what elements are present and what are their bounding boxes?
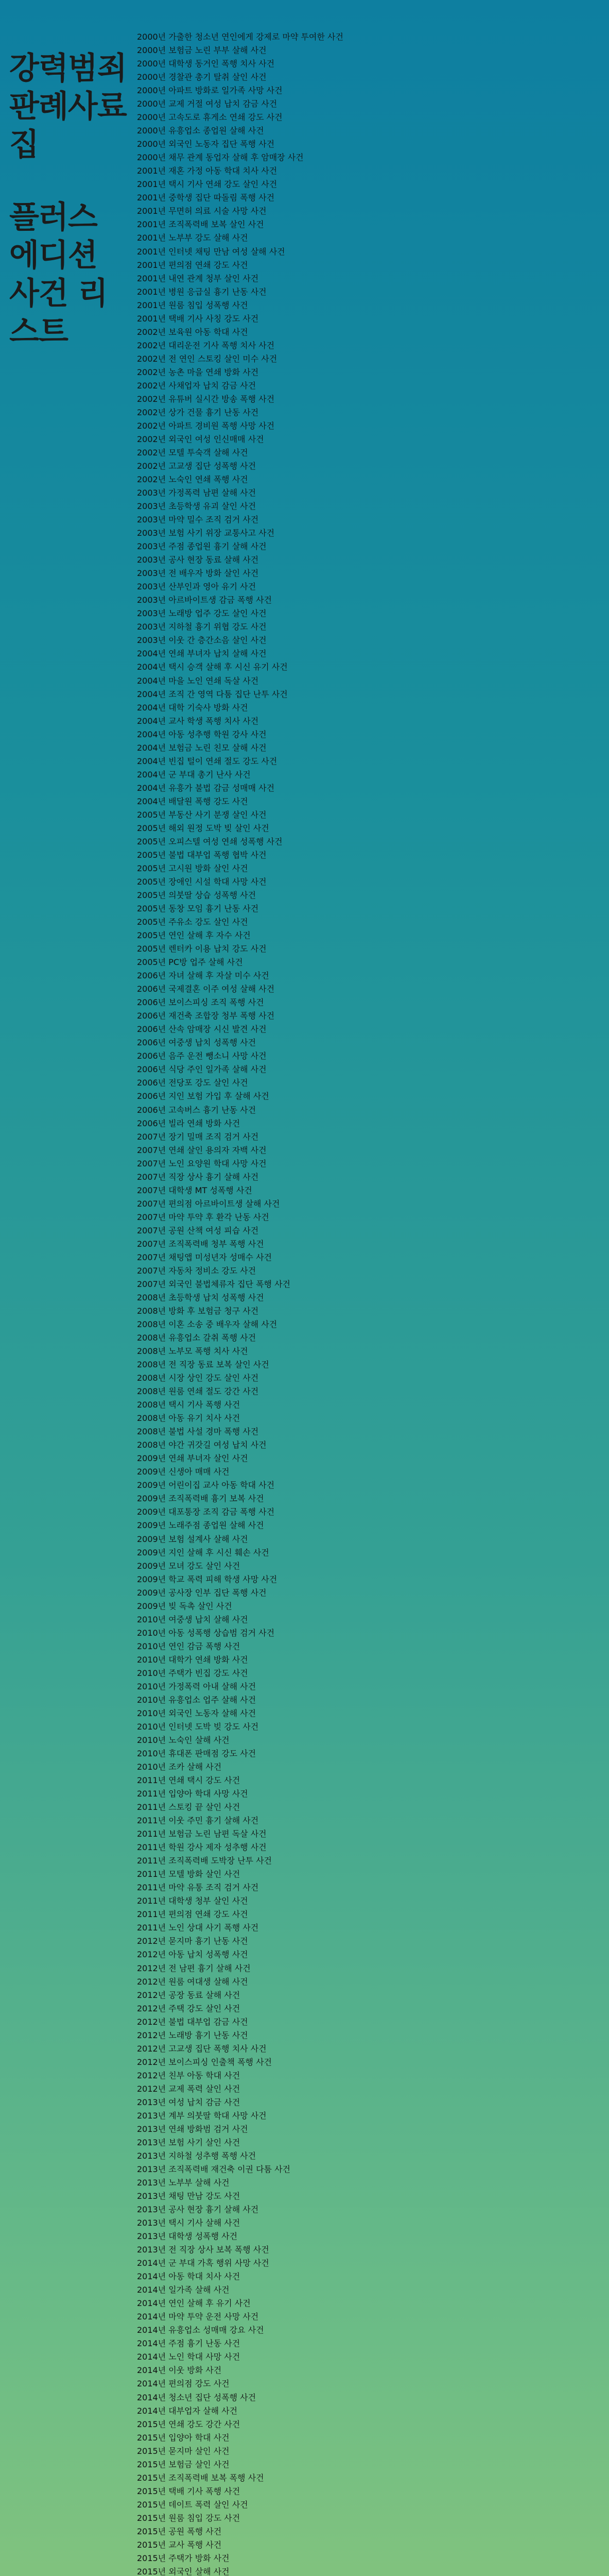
case-list-item: 2015년 묻지마 살인 사건	[137, 2446, 230, 2456]
case-list-item: 2013년 채팅 만남 강도 사건	[137, 2191, 240, 2201]
case-list-item: 2013년 노부부 살해 사건	[137, 2178, 230, 2188]
case-list-item: 2014년 청소년 집단 성폭행 사건	[137, 2392, 256, 2402]
book-title-line-1: 강력범죄	[9, 50, 127, 87]
case-list-item: 2002년 외국인 여성 인신매매 사건	[137, 434, 264, 444]
case-list-item: 2015년 외국인 살해 사건	[137, 2566, 230, 2576]
case-list-item: 2013년 지하철 성추행 폭행 사건	[137, 2150, 256, 2161]
case-list-item: 2009년 학교 폭력 피해 학생 사망 사건	[137, 1574, 277, 1584]
case-list-item: 2013년 보험 사기 살인 사건	[137, 2137, 240, 2147]
case-list-item: 2009년 어린이집 교사 아동 학대 사건	[137, 1480, 275, 1490]
case-list-item: 2002년 고교생 집단 성폭행 사건	[137, 461, 256, 471]
case-list-item: 2012년 아동 납치 성폭행 사건	[137, 1950, 248, 1960]
case-list-item: 2003년 주점 종업원 흉기 살해 사건	[137, 541, 267, 552]
case-list-item: 2010년 외국인 노동자 살해 사건	[137, 1708, 256, 1718]
case-list-item: 2007년 장기 밀매 조직 검거 사건	[137, 1131, 259, 1142]
case-list-item: 2006년 국제결혼 이주 여성 살해 사건	[137, 984, 275, 994]
case-list-item: 2008년 유흥업소 갈취 폭행 사건	[137, 1333, 256, 1343]
case-list-item: 2004년 보험금 노린 친모 살해 사건	[137, 742, 267, 753]
case-list-item: 2003년 아르바이트생 감금 폭행 사건	[137, 595, 272, 605]
case-list-item: 2000년 보험금 노린 부부 살해 사건	[137, 45, 267, 56]
case-list-item: 2002년 대리운전 기사 폭행 치사 사건	[137, 340, 275, 350]
case-list-item: 2015년 교사 폭행 사건	[137, 2539, 222, 2550]
case-list-item: 2010년 노숙인 살해 사건	[137, 1735, 230, 1745]
case-list-item: 2005년 연인 살해 후 자수 사건	[137, 930, 251, 941]
case-list-item: 2008년 택시 기사 폭행 사건	[137, 1400, 240, 1410]
book-subtitle-line-1: 플러스 에디션	[9, 199, 97, 274]
case-list-item: 2001년 내연 관계 청부 살인 사건	[137, 273, 259, 283]
case-list-item: 2000년 가출한 청소년 연인에게 강제로 마약 투여한 사건	[137, 32, 343, 42]
case-list-item: 2006년 지인 보험 가입 후 살해 사건	[137, 1091, 269, 1101]
case-list-item: 2008년 이혼 소송 중 배우자 살해 사건	[137, 1319, 277, 1329]
case-list-item: 2011년 학원 강사 제자 성추행 사건	[137, 1842, 267, 1853]
case-list-item: 2005년 해외 원정 도박 빚 살인 사건	[137, 823, 269, 833]
case-list-item: 2005년 장애인 시설 학대 사망 사건	[137, 876, 267, 887]
case-list-item: 2004년 배달원 폭행 강도 사건	[137, 796, 248, 806]
case-list-item: 2013년 연쇄 방화범 검거 사건	[137, 2124, 248, 2134]
case-list-item: 2004년 군 부대 총기 난사 사건	[137, 769, 251, 779]
case-list-item: 2012년 원룸 여대생 살해 사건	[137, 1976, 248, 1987]
case-list-item: 2007년 공원 산책 여성 피습 사건	[137, 1225, 259, 1235]
case-list-item: 2015년 보험금 살인 사건	[137, 2459, 230, 2469]
case-list-item: 2014년 일가족 살해 사건	[137, 2285, 230, 2295]
case-list-item: 2014년 이웃 방화 사건	[137, 2365, 222, 2376]
case-list-item: 2001년 노부부 강도 살해 사건	[137, 233, 248, 243]
case-list-item: 2010년 주택가 빈집 강도 사건	[137, 1668, 248, 1678]
case-list-item: 2007년 편의점 아르바이트생 살해 사건	[137, 1198, 280, 1209]
case-list-item: 2001년 인터넷 채팅 만남 여성 살해 사건	[137, 246, 285, 257]
case-list-item: 2009년 신생아 매매 사건	[137, 1467, 230, 1477]
case-list-item: 2012년 친부 아동 학대 사건	[137, 2070, 240, 2080]
case-list-item: 2013년 택시 기사 살해 사건	[137, 2218, 240, 2228]
case-list-item: 2005년 렌터카 이용 납치 강도 사건	[137, 944, 267, 954]
case-list-item: 2012년 주택 강도 살인 사건	[137, 2003, 240, 2013]
case-list-item: 2005년 PC방 업주 살해 사건	[137, 957, 243, 968]
case-list-item: 2005년 주유소 강도 살인 사건	[137, 917, 248, 927]
case-list-item: 2012년 전 남편 흉기 살해 사건	[137, 1963, 251, 1973]
case-list-item: 2006년 산속 암매장 시신 발견 사건	[137, 1024, 267, 1035]
case-list-item: 2011년 편의점 연쇄 강도 사건	[137, 1909, 248, 1920]
case-list-item: 2014년 유흥업소 성매매 강요 사건	[137, 2325, 264, 2335]
case-list-item: 2010년 휴대폰 판매점 강도 사건	[137, 1749, 256, 1758]
case-list-item: 2003년 산부인과 영아 유기 사건	[137, 582, 256, 592]
case-list-item: 2009년 노래주점 종업원 살해 사건	[137, 1520, 264, 1531]
case-list-item: 2006년 전당포 강도 살인 사건	[137, 1078, 248, 1088]
case-list-item: 2007년 채팅앱 미성년자 성매수 사건	[137, 1252, 272, 1262]
case-list-item: 2008년 야간 귀갓길 여성 납치 사건	[137, 1440, 267, 1450]
case-list-item: 2000년 고속도로 휴게소 연쇄 강도 사건	[137, 112, 283, 123]
case-list-item: 2005년 의붓딸 상습 성폭행 사건	[137, 890, 256, 900]
case-list	[137, 32, 600, 2576]
case-list-item: 2006년 빌라 연쇄 방화 사건	[137, 1118, 240, 1128]
case-list-item: 2003년 노래방 업주 강도 살인 사건	[137, 608, 267, 619]
case-list-item: 2011년 입양아 학대 사망 사건	[137, 1789, 248, 1799]
case-list-item: 2004년 빈집 털이 연쇄 절도 강도 사건	[137, 756, 277, 766]
case-list-item: 2002년 보육원 아동 학대 사건	[137, 327, 248, 337]
case-list-item: 2004년 아동 성추행 학원 강사 사건	[137, 729, 267, 739]
case-list-item: 2003년 공사 현장 동료 살해 사건	[137, 555, 259, 565]
case-list-item: 2014년 대부업자 살해 사건	[137, 2405, 238, 2416]
case-list-item: 2014년 군 부대 가혹 행위 사망 사건	[137, 2258, 269, 2268]
case-list-item: 2014년 연인 살해 후 유기 사건	[137, 2298, 251, 2309]
case-list-item: 2002년 사채업자 납치 감금 사건	[137, 380, 256, 391]
case-list-item: 2012년 교제 폭력 살인 사건	[137, 2083, 240, 2094]
case-list-item: 2012년 불법 대부업 감금 사건	[137, 2016, 248, 2027]
case-list-item: 2012년 고교생 집단 폭행 치사 사건	[137, 2043, 267, 2054]
case-list-item: 2005년 오피스텔 여성 연쇄 성폭행 사건	[137, 836, 283, 846]
case-list-item: 2015년 조직폭력배 보복 폭행 사건	[137, 2472, 264, 2483]
case-list-item: 2015년 공원 폭행 사건	[137, 2526, 222, 2536]
case-list-item: 2000년 유흥업소 종업원 살해 사건	[137, 126, 264, 136]
case-list-item: 2006년 재건축 조합장 청부 폭행 사건	[137, 1011, 275, 1021]
case-list-item: 2011년 노인 상대 사기 폭행 사건	[137, 1923, 259, 1933]
case-list-item: 2012년 공장 동료 살해 사건	[137, 1990, 240, 2000]
case-list-item: 2001년 무면허 의료 시술 사망 사건	[137, 206, 267, 216]
case-list-item: 2001년 택배 기사 사칭 강도 사건	[137, 313, 259, 324]
case-list-item: 2008년 원룸 연쇄 절도 강간 사건	[137, 1386, 259, 1397]
case-list-item: 2007년 외국인 불법체류자 집단 폭행 사건	[137, 1279, 290, 1289]
case-list-item: 2011년 모텔 방화 살인 사건	[137, 1869, 240, 1879]
case-list-item: 2015년 원룸 침입 강도 사건	[137, 2513, 240, 2523]
case-list-item: 2012년 보이스피싱 인출책 폭행 사건	[137, 2057, 272, 2067]
case-list-item: 2013년 조직폭력배 재건축 이권 다툼 사건	[137, 2164, 290, 2174]
case-list-item: 2003년 전 배우자 방화 살인 사건	[137, 568, 259, 579]
case-list-item: 2000년 외국인 노동자 집단 폭행 사건	[137, 139, 275, 149]
case-list-item: 2006년 여중생 납치 성폭행 사건	[137, 1038, 256, 1048]
case-list-item: 2014년 편의점 강도 사건	[137, 2379, 230, 2389]
case-list-item: 2014년 주점 흉기 난동 사건	[137, 2338, 240, 2349]
case-list-item: 2001년 조직폭력배 보복 살인 사건	[137, 219, 264, 230]
case-list-item: 2010년 조카 살해 사건	[137, 1762, 222, 1772]
case-list-item: 2014년 아동 학대 치사 사건	[137, 2272, 240, 2282]
case-list-item: 2013년 대학생 성폭행 사건	[137, 2231, 238, 2242]
case-list-item: 2007년 마약 투약 후 환각 난동 사건	[137, 1212, 269, 1222]
case-list-item: 2008년 초등학생 납치 성폭행 사건	[137, 1292, 264, 1302]
case-list-item: 2015년 주택가 방화 사건	[137, 2553, 230, 2563]
case-list-item: 2008년 불법 사설 경마 폭행 사건	[137, 1427, 259, 1437]
case-list-item: 2009년 모녀 강도 살인 사건	[137, 1561, 240, 1571]
case-list-item: 2007년 자동차 정비소 강도 사건	[137, 1265, 256, 1276]
case-list-item: 2004년 마을 노인 연쇄 독살 사건	[137, 675, 259, 686]
case-list-item: 2011년 대학생 청부 살인 사건	[137, 1896, 248, 1906]
case-list-item: 2001년 원룸 침입 성폭행 사건	[137, 300, 248, 310]
case-list-item: 2011년 스토킹 끝 살인 사건	[137, 1802, 240, 1812]
case-list-item: 2011년 마약 유통 조직 검거 사건	[137, 1883, 259, 1893]
case-list-item: 2006년 식당 주인 일가족 살해 사건	[137, 1064, 267, 1075]
case-list-item: 2008년 노부모 폭행 치사 사건	[137, 1346, 248, 1357]
case-list-item: 2009년 대포통장 조직 감금 폭행 사건	[137, 1507, 275, 1517]
case-list-item: 2003년 보험 사기 위장 교통사고 사건	[137, 528, 275, 538]
case-list-item: 2009년 조직폭력배 흉기 보복 사건	[137, 1494, 264, 1504]
case-list-item: 2004년 대학 기숙사 방화 사건	[137, 702, 248, 713]
case-list-item: 2002년 유튜버 실시간 방송 폭행 사건	[137, 394, 275, 404]
case-list-item: 2007년 조직폭력배 청부 폭행 사건	[137, 1239, 264, 1249]
case-list-item: 2009년 지인 살해 후 시신 훼손 사건	[137, 1547, 269, 1557]
case-list-item: 2010년 연인 감금 폭행 사건	[137, 1641, 240, 1651]
case-list-item: 2006년 보이스피싱 조직 폭행 사건	[137, 997, 264, 1008]
case-list-item: 2005년 불법 대부업 폭행 협박 사건	[137, 850, 267, 860]
case-list-item: 2015년 택배 기사 폭행 사건	[137, 2486, 240, 2496]
case-list-item: 2006년 자녀 살해 후 자살 미수 사건	[137, 971, 269, 981]
case-list-item: 2004년 유흥가 불법 감금 성매매 사건	[137, 783, 275, 793]
case-list-item: 2010년 유흥업소 업주 살해 사건	[137, 1694, 256, 1705]
case-list-item: 2011년 보험금 노린 남편 독살 사건	[137, 1829, 267, 1839]
case-list-item: 2012년 묻지마 흉기 난동 사건	[137, 1936, 248, 1946]
case-list-item: 2008년 방화 후 보험금 청구 사건	[137, 1306, 259, 1316]
case-list-item: 2000년 아파트 방화로 일가족 사망 사건	[137, 86, 283, 96]
case-list-item: 2002년 노숙인 연쇄 폭행 사건	[137, 474, 248, 485]
case-list-item: 2007년 연쇄 살인 용의자 자백 사건	[137, 1145, 267, 1155]
case-list-item: 2006년 고속버스 흉기 난동 사건	[137, 1105, 256, 1115]
case-list-item: 2001년 택시 기사 연쇄 강도 살인 사건	[137, 179, 277, 190]
case-list-item: 2010년 여중생 납치 살해 사건	[137, 1614, 248, 1624]
case-list-item: 2013년 계부 의붓딸 학대 사망 사건	[137, 2110, 267, 2121]
case-list-item: 2013년 여성 납치 감금 사건	[137, 2097, 240, 2107]
case-list-item: 2000년 대학생 동거인 폭행 치사 사건	[137, 59, 275, 69]
case-list-item: 2001년 병원 응급실 흉기 난동 사건	[137, 286, 267, 297]
case-list-item: 2008년 전 직장 동료 보복 살인 사건	[137, 1360, 269, 1370]
case-list-item: 2008년 시장 상인 강도 살인 사건	[137, 1373, 259, 1383]
case-list-item: 2003년 초등학생 유괴 살인 사건	[137, 501, 256, 512]
case-list-item: 2004년 조직 간 영역 다툼 집단 난투 사건	[137, 689, 288, 699]
case-list-item: 2002년 농촌 마을 연쇄 방화 사건	[137, 367, 259, 377]
case-list-item: 2003년 지하철 흉기 위협 강도 사건	[137, 622, 267, 632]
case-list-item: 2005년 고시원 방화 살인 사건	[137, 863, 248, 873]
case-list-item: 2002년 아파트 경비원 폭행 사망 사건	[137, 420, 275, 431]
case-list-item: 2012년 노래방 흉기 난동 사건	[137, 2030, 248, 2040]
case-list-item: 2001년 중학생 집단 따돌림 폭행 사건	[137, 193, 275, 203]
case-list-item: 2009년 공사장 인부 집단 폭행 사건	[137, 1587, 267, 1598]
case-list-item: 2006년 음주 운전 뺑소니 사망 사건	[137, 1051, 267, 1061]
case-list-item: 2004년 연쇄 부녀자 납치 살해 사건	[137, 649, 267, 659]
case-list-item: 2008년 아동 유기 치사 사건	[137, 1413, 240, 1423]
case-list-item: 2007년 대학생 MT 성폭행 사건	[137, 1185, 252, 1195]
case-list-item: 2013년 공사 현장 흉기 살해 사건	[137, 2205, 259, 2215]
case-list-item: 2004년 택시 승객 살해 후 시신 유기 사건	[137, 662, 288, 672]
case-list-item: 2005년 부동산 사기 분쟁 살인 사건	[137, 809, 267, 820]
case-list-item: 2002년 모텔 투숙객 살해 사건	[137, 447, 248, 457]
case-list-item: 2010년 가정폭력 아내 살해 사건	[137, 1681, 256, 1691]
case-list-item: 2002년 전 연인 스토킹 살인 미수 사건	[137, 353, 277, 364]
case-list-item: 2015년 입양아 학대 사건	[137, 2432, 230, 2443]
case-list-item: 2005년 동창 모임 흉기 난동 사건	[137, 904, 259, 914]
case-list-item: 2014년 마약 투약 운전 사망 사건	[137, 2312, 259, 2322]
case-list-item: 2011년 이웃 주민 흉기 살해 사건	[137, 1816, 259, 1826]
book-title-line-2: 판례사료집	[9, 89, 127, 163]
case-list-item: 2015년 데이트 폭력 살인 사건	[137, 2499, 248, 2510]
book-subtitle-line-2: 사건 리스트	[9, 276, 108, 350]
case-list-item: 2000년 경찰관 총기 탈취 살인 사건	[137, 72, 267, 82]
case-list-item: 2001년 재혼 가정 아동 학대 치사 사건	[137, 166, 277, 176]
book-subtitle	[9, 198, 131, 351]
case-list-item: 2009년 연쇄 부녀자 살인 사건	[137, 1453, 248, 1464]
case-list-item: 2010년 대학가 연쇄 방화 사건	[137, 1654, 248, 1665]
case-list-item: 2011년 조직폭력배 도박장 난투 사건	[137, 1856, 272, 1866]
case-list-item: 2009년 빚 독촉 살인 사건	[137, 1601, 232, 1611]
case-list-item: 2004년 교사 학생 폭행 치사 사건	[137, 716, 259, 726]
case-list-item: 2015년 연쇄 강도 강간 사건	[137, 2419, 240, 2429]
case-list-item: 2013년 전 직장 상사 보복 폭행 사건	[137, 2245, 269, 2255]
case-list-item: 2003년 가정폭력 남편 살해 사건	[137, 488, 256, 498]
case-list-item: 2002년 상가 건물 흉기 난동 사건	[137, 407, 259, 417]
case-list-item: 2010년 아동 성폭행 상습범 검거 사건	[137, 1628, 275, 1638]
case-list-item: 2003년 이웃 간 층간소음 살인 사건	[137, 635, 267, 646]
case-list-item: 2007년 노인 요양원 학대 사망 사건	[137, 1158, 267, 1168]
case-list-item: 2001년 편의점 연쇄 강도 사건	[137, 260, 248, 270]
case-list-item: 2009년 보험 설계사 살해 사건	[137, 1534, 248, 1544]
case-list-item: 2014년 노인 학대 사망 사건	[137, 2352, 240, 2362]
case-list-item: 2007년 직장 상사 흉기 살해 사건	[137, 1172, 259, 1182]
case-list-item: 2000년 교제 거절 여성 납치 감금 사건	[137, 99, 277, 109]
case-list-item: 2003년 마약 밀수 조직 검거 사건	[137, 515, 259, 525]
case-list-item: 2000년 채무 관계 동업자 살해 후 암매장 사건	[137, 152, 304, 163]
book-title	[9, 49, 131, 164]
case-list-item: 2011년 연쇄 택시 강도 사건	[137, 1775, 240, 1786]
case-list-item: 2010년 인터넷 도박 빚 강도 사건	[137, 1721, 259, 1732]
